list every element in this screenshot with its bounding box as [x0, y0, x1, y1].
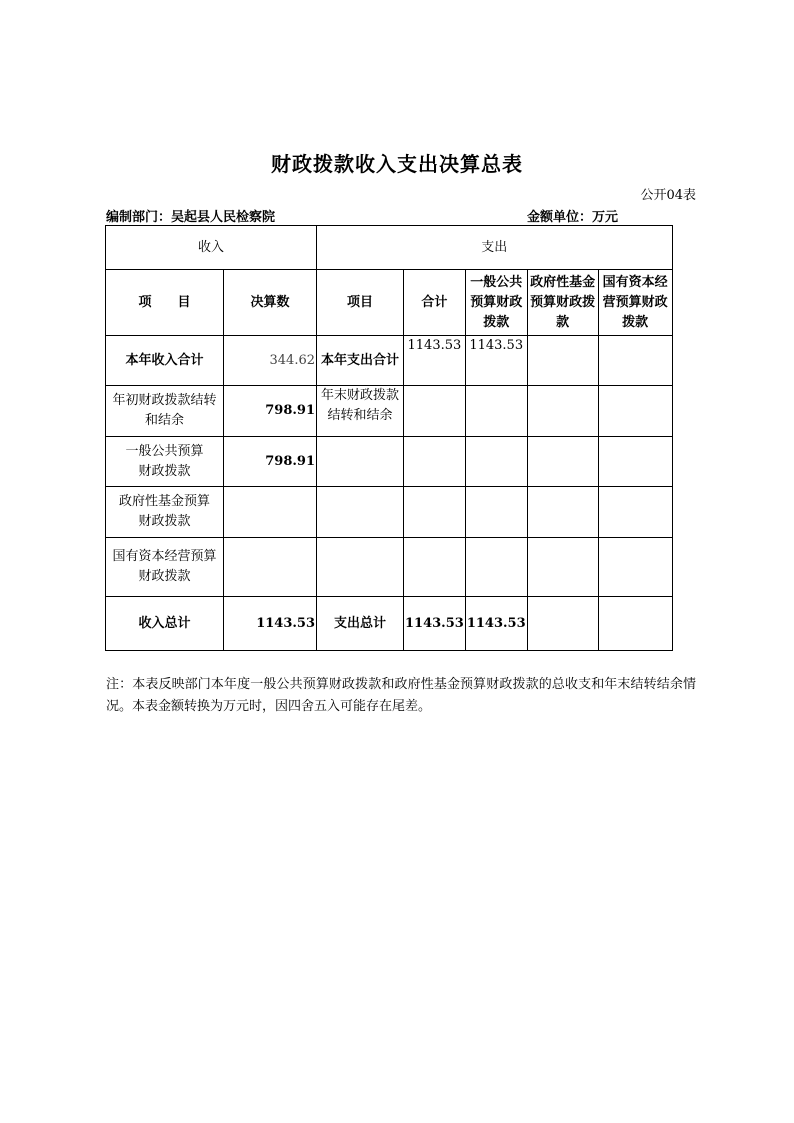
table-row — [106, 538, 673, 597]
row-label: 国有资本经营预算财政拨款 — [106, 538, 224, 597]
col-exp-item: 项目 — [317, 270, 404, 336]
row-amount: 798.91 — [224, 437, 317, 487]
col-item: 项 目 — [106, 270, 224, 336]
row-gov-fund — [527, 487, 598, 538]
row-label: 收入总计 — [106, 597, 224, 651]
col-state-capital: 国有资本经营预算财政拨款 — [598, 270, 672, 336]
unit-label: 金额单位：万元 — [527, 210, 619, 225]
row-gov-fund — [527, 538, 598, 597]
row-total — [404, 538, 466, 597]
row-state-capital — [598, 487, 672, 538]
col-gov-fund: 政府性基金预算财政拨款 — [527, 270, 598, 336]
row-exp-label — [317, 538, 404, 597]
table-row — [106, 386, 673, 437]
expense-header: 支出 — [317, 226, 673, 270]
col-amount: 决算数 — [224, 270, 317, 336]
row-amount: 798.91 — [224, 386, 317, 437]
row-label: 本年收入合计 — [106, 336, 224, 386]
row-amount: 1143.53 — [224, 597, 317, 651]
row-exp-label: 本年支出合计 — [317, 336, 404, 386]
row-label: 年初财政拨款结转和结余 — [106, 386, 224, 437]
table-subheader-row — [106, 270, 673, 336]
col-total: 合计 — [404, 270, 466, 336]
row-general — [465, 386, 527, 437]
row-amount — [224, 487, 317, 538]
row-gov-fund — [527, 336, 598, 386]
row-exp-label: 年末财政拨款结转和结余 — [317, 386, 404, 437]
row-general: 1143.53 — [465, 597, 527, 651]
table-header-row — [106, 226, 673, 270]
row-general: 1143.53 — [465, 336, 527, 386]
row-gov-fund — [527, 597, 598, 651]
row-label: 政府性基金预算财政拨款 — [106, 487, 224, 538]
row-gov-fund — [527, 386, 598, 437]
form-number: 公开04表 — [640, 188, 696, 203]
page-title: 财政拨款收入支出决算总表 — [271, 152, 523, 176]
row-total: 1143.53 — [404, 336, 466, 386]
row-total — [404, 437, 466, 487]
table-row — [106, 437, 673, 487]
row-state-capital — [598, 597, 672, 651]
row-state-capital — [598, 437, 672, 487]
row-total — [404, 386, 466, 437]
row-general — [465, 487, 527, 538]
table-row — [106, 487, 673, 538]
income-header: 收入 — [106, 226, 317, 270]
table-row — [106, 336, 673, 386]
row-general — [465, 437, 527, 487]
footnote: 注：本表反映部门本年度一般公共预算财政拨款和政府性基金预算财政拨款的总收支和年末结转结余情况。本表金额转换为万元时，因四舍五入可能存在尾差。 — [106, 677, 696, 714]
row-state-capital — [598, 386, 672, 437]
col-general: 一般公共预算财政拨款 — [465, 270, 527, 336]
row-state-capital — [598, 538, 672, 597]
row-general — [465, 538, 527, 597]
row-total: 1143.53 — [404, 597, 466, 651]
row-total — [404, 487, 466, 538]
row-exp-label — [317, 437, 404, 487]
row-exp-label: 支出总计 — [317, 597, 404, 651]
row-amount: 344.62 — [224, 336, 317, 386]
row-state-capital — [598, 336, 672, 386]
department-label: 编制部门：吴起县人民检察院 — [106, 210, 276, 225]
table-row-total — [106, 597, 673, 651]
budget-table — [105, 225, 673, 651]
row-amount — [224, 538, 317, 597]
row-gov-fund — [527, 437, 598, 487]
row-exp-label — [317, 487, 404, 538]
row-label: 一般公共预算财政拨款 — [106, 437, 224, 487]
